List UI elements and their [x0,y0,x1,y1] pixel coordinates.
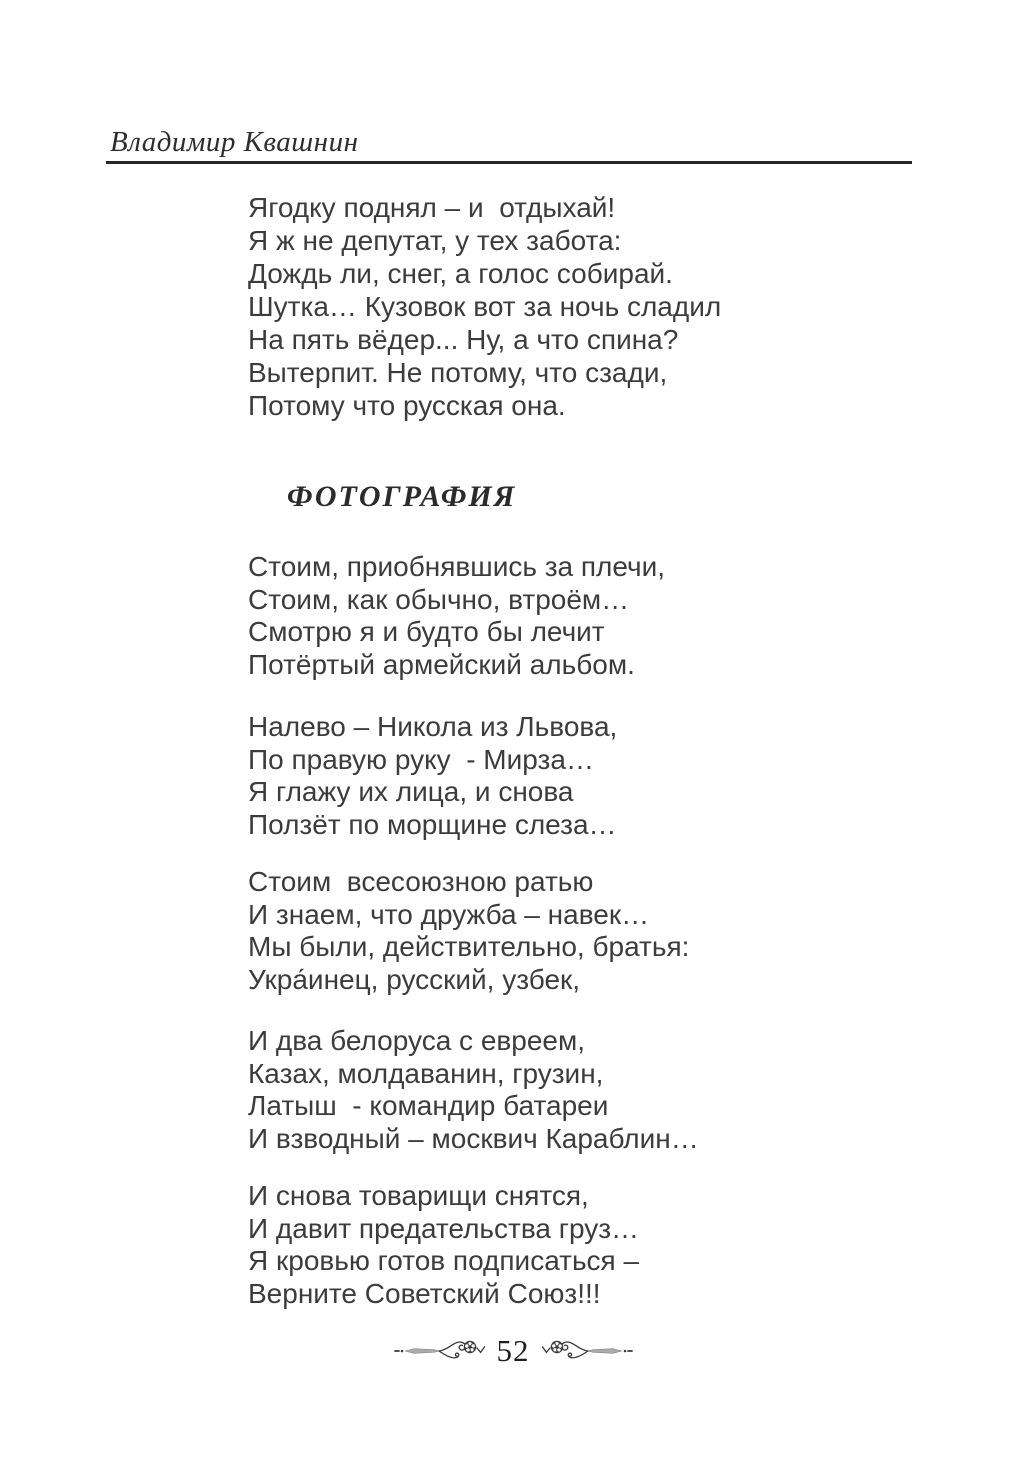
stanza [248,711,617,841]
poem-line: Стоим, как обычно, втроём… [248,583,630,615]
poem-line: Я глажу их лица, и снова [248,776,574,807]
poem-line: Латыш - командир батареи [248,1090,609,1121]
poem-line: Ягодку поднял – и отдыхай! [248,192,616,223]
header-rule [106,161,912,164]
footer-ornament-left-icon [394,1335,486,1367]
poem-line: Ползёт по морщине слеза… [248,808,617,840]
poem-line: По правую руку - Мирза… [248,743,594,775]
opening-stanza [248,191,721,422]
poem-line: Я ж не депутат, у тех забота: [248,225,622,256]
footer-ornament-right-icon [541,1335,633,1367]
poem-line: Вытерпит. Не потому, что сзади, [248,357,668,388]
poem-line: Стоим, приобнявшись за плечи, [248,551,666,582]
poem-line: Смотрю я и будто бы лечит [248,616,605,647]
poem-line: Шутка… Кузовок вот за ночь сладил [248,291,722,322]
poem-line: Казах, молдаванин, грузин, [248,1057,604,1089]
poem-line: Я кровью готов подписаться – [248,1245,640,1276]
page-header-author: Владимир Квашнин [110,126,359,158]
stanza [248,551,665,681]
stanza [248,866,689,996]
poem-line: Дождь ли, снег, а голос собирай. [248,258,673,289]
poem-line: Стоим всесоюзною ратью [248,866,594,897]
poem-line: Мы были, действительно, братья: [248,931,690,962]
poem-line: И давит предательства груз… [248,1212,640,1244]
poem-title: ФОТОГРАФИЯ [287,480,517,513]
poem-line: И знаем, что дружба – навек… [248,898,650,930]
poem-line: И два белоруса с евреем, [248,1025,586,1056]
page-number: 52 [496,1333,530,1368]
poem-line: На пять вёдер... Ну, а что спина? [248,324,679,355]
poem-line: Потому что русская она. [248,390,566,421]
poem-line: Налево – Никола из Львова, [248,711,618,742]
stanza [248,1025,699,1155]
poem-line: Потёртый армейский альбом. [248,648,635,680]
stanza [248,1180,639,1310]
page-footer [0,1331,1026,1371]
poem-line: Укра́инец, русский, узбек, [248,963,581,995]
poem-line: И взводный – москвич Караблин… [248,1122,699,1154]
poem-line: Верните Советский Союз!!! [248,1277,601,1309]
poem-line: И снова товарищи снятся, [248,1180,589,1211]
